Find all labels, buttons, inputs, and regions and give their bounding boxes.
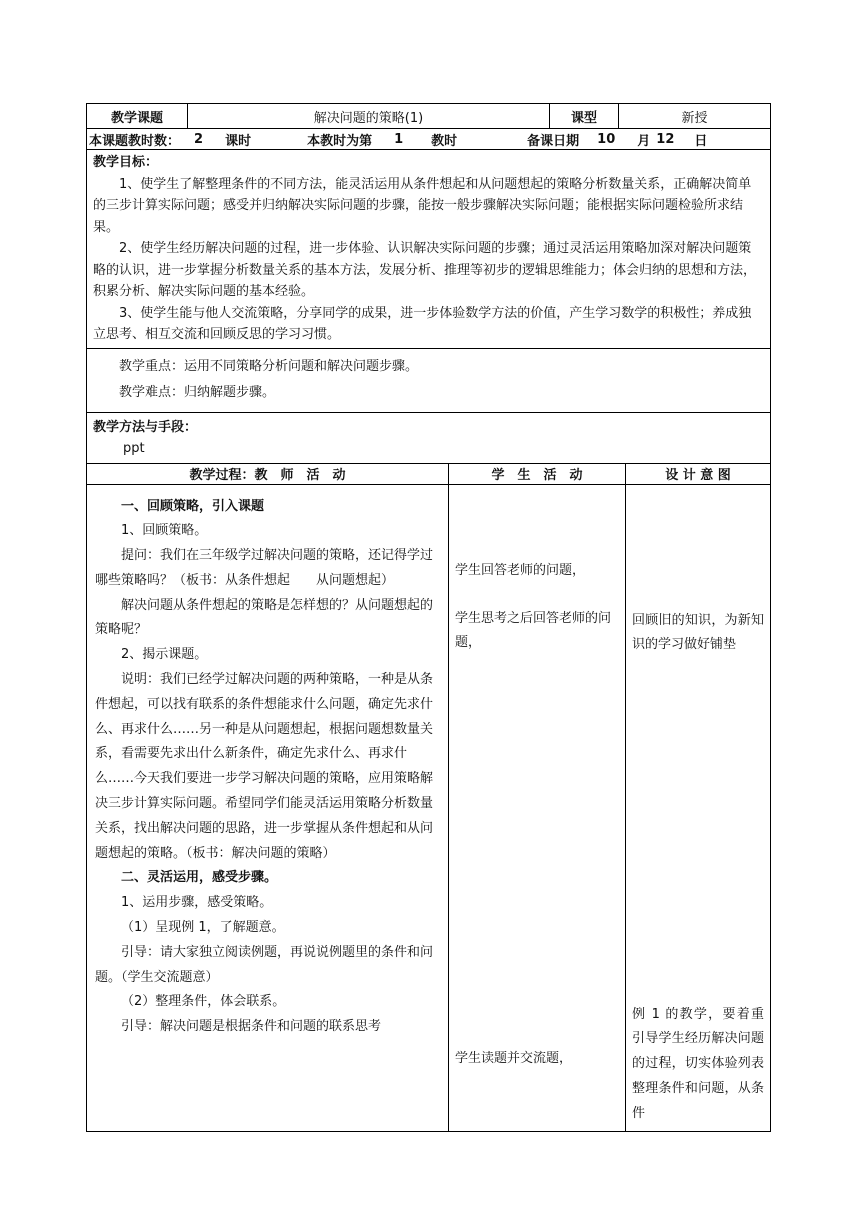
teacher-line: （1）呈现例 1，了解题意。 — [121, 920, 285, 936]
process-table — [86, 463, 771, 1132]
process-body-row — [87, 484, 771, 1131]
date-month-value: 10 — [597, 131, 616, 147]
teacher-line: 解决问题从条件想起的策略是怎样想的？从问题想起的策略呢？ — [95, 597, 434, 638]
teacher-line: 引导：请大家独立阅读例题，再说说例题里的条件和问题。（学生交流题意） — [95, 944, 434, 985]
topic-row — [87, 104, 771, 129]
methods-value: ppt — [123, 441, 145, 456]
objective-item: 1、使学生了解整理条件的不同方法，能灵活运用从条件想起和从问题想起的策略分析数量关系，正确解决简单的三步计算实际问题；感受并归纳解决实际问题的步骤，能按一般步骤解决实际问题；能根据实际问题检验所求结果。 — [93, 176, 752, 235]
student-activity-2: 学生思考之后回答老师的问题， — [455, 610, 612, 651]
teacher-activity-header: 教学过程：教 师 活 动 — [87, 463, 449, 484]
design-intent-1: 回顾旧的知识，为新知识的学习做好铺垫 — [632, 612, 764, 653]
objectives-row — [87, 150, 771, 349]
total-hours-unit: 课时 — [225, 133, 252, 149]
teacher-line: 说明：我们已经学过解决问题的两种策略，一种是从条件想起，可以找有联系的条件想能求什么问题，确定先求什么、再求什么……另一种是从问题想起，根据问题想数量关系，看需要先求出什么新条件，确定先求什么、再求什么……今天我们要进一步学习解决问题的策略，应用策略解决三步计算实际问题。希望同学们能灵活运用策略分析数量关系，找出解决问题的思路，进一步掌握从条件想起和从问题想起的策略。（板书：解决问题的策略） — [95, 672, 434, 861]
key-points-row — [87, 348, 771, 412]
student-activity-cell — [449, 484, 626, 1131]
lesson-plan-sheet — [86, 103, 770, 1132]
topic-label: 教学课题 — [87, 104, 188, 129]
teacher-line: 引导：解决问题是根据条件和问题的联系思考 — [121, 1019, 382, 1035]
objective-item: 2、使学生经历解决问题的过程，进一步体验、认识解决实际问题的步骤；通过灵活运用策略加深对解决问题策略的认识，进一步掌握分析数量关系的基本方法，发展分析、推理等初步的逻辑思维能力；体会归纳的思想和方法，积累分析、解决实际问题的基本经验。 — [93, 241, 757, 299]
teacher-line: （2）整理条件，体会联系。 — [121, 994, 286, 1010]
type-label: 课型 — [550, 104, 619, 129]
teacher-line: 1、运用步骤，感受策略。 — [121, 895, 273, 911]
student-activity-1: 学生回答老师的问题， — [455, 562, 586, 578]
methods-row — [87, 412, 771, 463]
current-hour-unit: 教时 — [431, 133, 458, 149]
total-hours-label: 本课题教时数： — [89, 133, 181, 149]
date-day-unit: 日 — [694, 133, 708, 149]
teacher-line: 一、回顾策略，引入课题 — [121, 498, 265, 514]
design-intent-2: 例 1 的教学，要着重引导学生经历解决问题的过程，切实体验列表整理条件和问题，从条件 — [632, 1006, 764, 1121]
student-activity-header: 学 生 活 动 — [449, 463, 626, 484]
teacher-line: 提问：我们在三年级学过解决问题的策略，还记得学过哪些策略吗？（板书：从条件想起 从问题想起） — [95, 548, 434, 588]
current-hour-value: 1 — [394, 131, 404, 147]
hours-row — [87, 129, 771, 150]
process-header-row — [87, 463, 771, 484]
date-label: 备课日期 — [527, 133, 580, 149]
objective-item: 3、使学生能与他人交流策略，分享同学的成果，进一步体验数学方法的价值，产生学习数学的积极性；养成独立思考、相互交流和回顾反思的学习习惯。 — [93, 305, 752, 342]
teacher-activity-cell — [87, 484, 449, 1131]
teacher-line: 二、灵活运用，感受步骤。 — [121, 870, 278, 886]
lesson-plan-table — [86, 103, 771, 464]
teaching-difficulty: 教学难点：归纳解题步骤。 — [119, 384, 276, 400]
methods-title: 教学方法与手段： — [93, 419, 198, 435]
date-month-unit: 月 — [637, 133, 651, 149]
date-day-value: 12 — [656, 131, 675, 147]
objectives-title: 教学目标： — [93, 155, 159, 170]
teaching-focus: 教学重点：运用不同策略分析问题和解决问题步骤。 — [119, 358, 419, 374]
teacher-line: 1、回顾策略。 — [121, 523, 208, 539]
design-intent-header: 设 计 意 图 — [626, 463, 771, 484]
teacher-line: 2、揭示课题。 — [121, 647, 208, 663]
topic-value: 解决问题的策略(1) — [188, 104, 550, 129]
student-activity-3: 学生读题并交流题， — [455, 1050, 573, 1066]
design-intent-cell — [626, 484, 771, 1131]
total-hours-value: 2 — [194, 131, 204, 147]
current-hour-label: 本教时为第 — [307, 133, 373, 149]
type-value: 新授 — [619, 104, 771, 129]
